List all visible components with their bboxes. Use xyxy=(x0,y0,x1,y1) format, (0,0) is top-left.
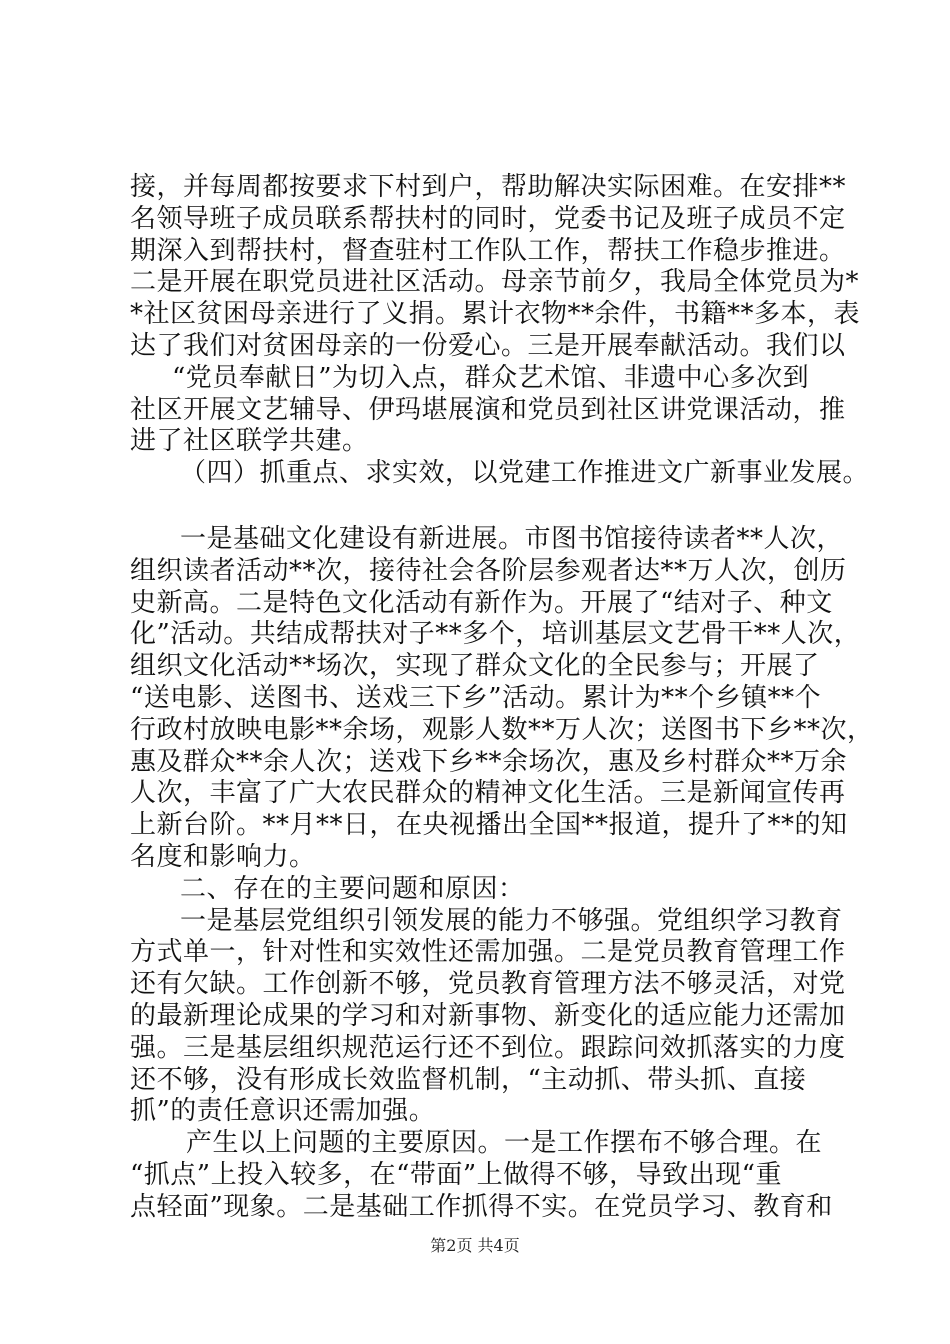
text-line: 接，并每周都按要求下村到户，帮助解决实际困难。在安排** xyxy=(130,172,847,202)
text-line: 期深入到帮扶村，督查驻村工作队工作，帮扶工作稳步推进。 xyxy=(130,236,846,266)
text-line: “送电影、送图书、送戏三下乡”活动。累计为**个乡镇**个 xyxy=(130,683,822,713)
page-footer: 第2页 共4页 xyxy=(430,1236,520,1255)
text-line: 产生以上问题的主要原因。一是工作摆布不够合理。在 xyxy=(186,1128,823,1158)
text-line: 组织读者活动**次，接待社会各阶层参观者达**万人次，创历 xyxy=(130,556,847,586)
section-heading: 二、存在的主要问题和原因： xyxy=(180,874,525,904)
text-line: 一是基层党组织引领发展的能力不够强。党组织学习教育 xyxy=(180,906,843,936)
text-line: 史新高。二是特色文化活动有新作为。开展了“结对子、种文 xyxy=(130,588,833,618)
text-line: 上新台阶。**月**日，在央视播出全国**报道，提升了**的知 xyxy=(130,810,848,840)
text-line: 还有欠缺。工作创新不够，党员教育管理方法不够灵活，对党 xyxy=(130,969,846,999)
text-line: 组织文化活动**场次，实现了群众文化的全民参与；开展了 xyxy=(130,651,820,681)
text-line: 惠及群众**余人次；送戏下乡**余场次，惠及乡村群众**万余 xyxy=(130,747,848,777)
text-line: 行政村放映电影**余场，观影人数**万人次；送图书下乡**次， xyxy=(130,715,874,745)
text-line: 点轻面”现象。二是基础工作抓得不实。在党员学习、教育和 xyxy=(130,1192,833,1222)
text-line: 一是基础文化建设有新进展。市图书馆接待读者**人次， xyxy=(180,524,844,554)
text-line: 方式单一，针对性和实效性还需加强。二是党员教育管理工作 xyxy=(130,937,846,967)
text-line: 化”活动。共结成帮扶对子**多个，培训基层文艺骨干**人次， xyxy=(130,619,861,649)
text-line: 人次，丰富了广大农民群众的精神文化生活。三是新闻宣传再 xyxy=(130,778,846,808)
text-line: 名度和影响力。 xyxy=(130,842,316,872)
text-line: “党员奉献日”为切入点，群众艺术馆、非遗中心多次到 xyxy=(172,363,810,393)
text-line: 社区开展文艺辅导、伊玛堪展演和党员到社区讲党课活动，推 xyxy=(130,395,846,425)
text-line: 的最新理论成果的学习和对新事物、新变化的适应能力还需加 xyxy=(130,1001,846,1031)
text-line: 还不够，没有形成长效监督机制，“主动抓、带头抓、直接 xyxy=(130,1065,807,1095)
text-line: 强。三是基层组织规范运行还不到位。跟踪问效抓落实的力度 xyxy=(130,1033,846,1063)
text-line: 抓”的责任意识还需加强。 xyxy=(130,1096,436,1126)
text-line: *社区贫困母亲进行了义捐。累计衣物**余件，书籍**多本，表 xyxy=(130,299,861,329)
text-line: 达了我们对贫困母亲的一份爱心。三是开展奉献活动。我们以 xyxy=(130,331,846,361)
text-line: 名领导班子成员联系帮扶村的同时，党委书记及班子成员不定 xyxy=(130,204,846,234)
text-line: 进了社区联学共建。 xyxy=(130,426,369,456)
text-line: “抓点”上投入较多，在“带面”上做得不够，导致出现“重 xyxy=(130,1160,782,1190)
text-line: 二是开展在职党员进社区活动。母亲节前夕，我局全体党员为* xyxy=(130,267,860,297)
section-heading: （四）抓重点、求实效，以党建工作推进文广新事业发展。 xyxy=(180,458,870,488)
